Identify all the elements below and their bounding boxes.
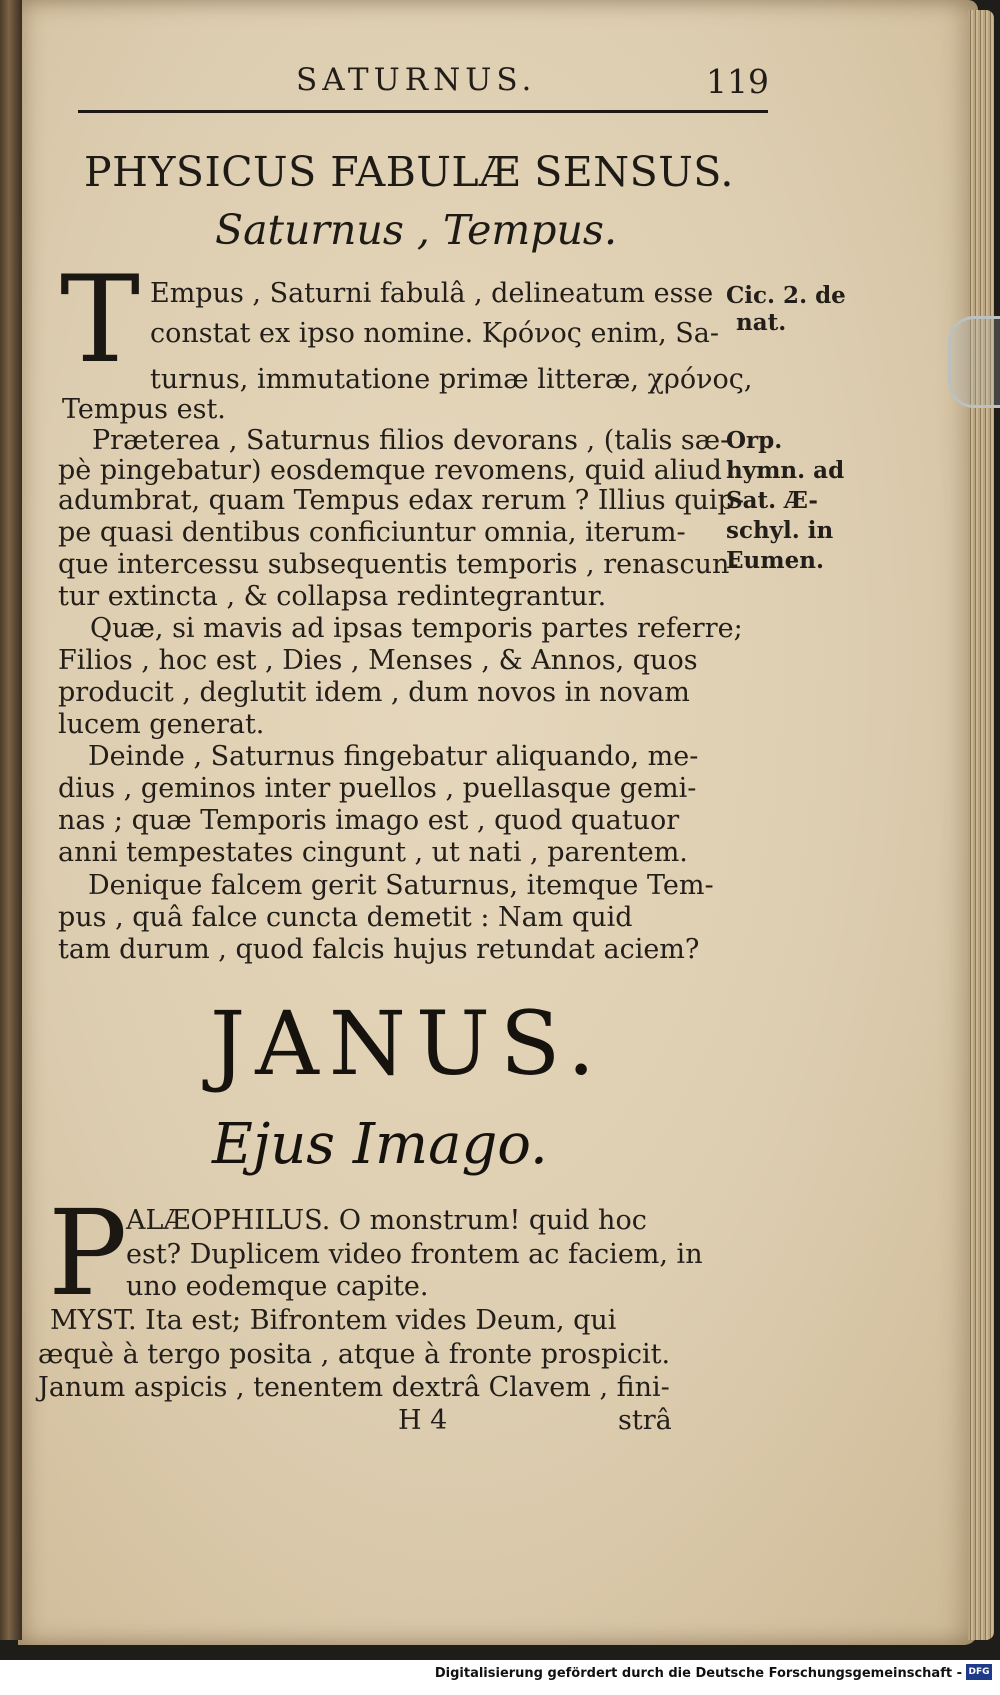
- text-line: dius , geminos inter puellos , puellasque gemi-: [58, 773, 697, 804]
- janus-subtitle: Ejus Imago.: [212, 1112, 548, 1177]
- text-line: æquè à tergo posita , atque à fronte prospicit.: [38, 1339, 671, 1370]
- text-line: anni tempestates cingunt , ut nati , parentem.: [58, 837, 688, 868]
- text-line: Quæ, si mavis ad ipsas temporis partes referre;: [90, 613, 743, 644]
- book-spine: [0, 0, 22, 1640]
- note-line: Eumen.: [726, 547, 824, 574]
- drop-cap-p: P: [48, 1184, 128, 1322]
- marginal-note: [726, 426, 844, 576]
- text-line: Empus , Saturni fabulâ , delineatum esse: [150, 278, 714, 309]
- text-line: producit , deglutit idem , dum novos in novam: [58, 677, 690, 708]
- text-line: uno eodemque capite.: [126, 1271, 429, 1302]
- note-line: schyl. in: [726, 517, 834, 544]
- section-subheading: Saturnus , Tempus.: [215, 206, 617, 254]
- text-line: adumbrat, quam Tempus edax rerum ? Illius quip-: [58, 485, 744, 516]
- catchword: strâ: [618, 1405, 672, 1436]
- running-title: SATURNUS.: [296, 62, 537, 98]
- text-line: Denique falcem gerit Saturnus, itemque Tem-: [88, 870, 714, 901]
- text-line: ALÆOPHILUS. O monstrum! quid hoc: [126, 1205, 647, 1236]
- text-line: est? Duplicem video frontem ac faciem, in: [126, 1239, 703, 1270]
- text-line: pè pingebatur) eosdemque revomens, quid aliud: [58, 455, 722, 486]
- text-line: Præterea , Saturnus filios devorans , (talis sæ-: [92, 425, 730, 456]
- text-line: Deinde , Saturnus fingebatur aliquando, me-: [88, 741, 699, 772]
- janus-title: JANUS.: [210, 992, 606, 1095]
- signature-mark: H 4: [398, 1405, 448, 1436]
- note-line: Orp.: [726, 427, 783, 454]
- page-header: [78, 62, 768, 113]
- marginal-note: [726, 282, 846, 336]
- text-line: MYST. Ita est; Bifrontem vides Deum, qui: [50, 1305, 617, 1336]
- section-heading: PHYSICUS FABULÆ SENSUS.: [84, 148, 734, 196]
- text-line: tam durum , quod falcis hujus retundat aciem?: [58, 934, 700, 965]
- page-edges: [968, 10, 994, 1640]
- text-line: Janum aspicis , tenentem dextrâ Clavem , fini-: [38, 1372, 670, 1403]
- text-line: que intercessu subsequentis temporis , renascun-: [58, 549, 739, 580]
- note-line: nat.: [736, 309, 787, 336]
- page-number: 119: [706, 62, 769, 101]
- text-line: Tempus est.: [62, 394, 226, 425]
- text-line: Filios , hoc est , Dies , Menses , & Annos, quos: [58, 645, 698, 676]
- page-clip: [948, 316, 1000, 408]
- text-line: turnus, immutatione primæ litteræ, χρόνος,: [150, 364, 753, 395]
- text-line: pus , quâ falce cuncta demetit : Nam quid: [58, 902, 633, 933]
- text-line: tur extincta , & collapsa redintegrantur.: [58, 581, 607, 612]
- note-line: Cic. 2. de: [726, 282, 846, 309]
- text-line: lucem generat.: [58, 709, 265, 740]
- note-line: hymn. ad: [726, 457, 845, 484]
- text-line: pe quasi dentibus conficiuntur omnia, iterum-: [58, 517, 686, 548]
- text-line: constat ex ipso nomine. Κρόνος enim, Sa-: [150, 318, 719, 349]
- dfg-logo: DFG: [966, 1664, 992, 1680]
- drop-cap-t: T: [60, 251, 141, 390]
- text-line: nas ; quæ Temporis imago est , quod quatuor: [58, 805, 680, 836]
- note-line: Sat. Æ-: [726, 487, 818, 514]
- digitization-credit: Digitalisierung gefördert durch die Deutsche Forschungsgemeinschaft -: [434, 1666, 962, 1681]
